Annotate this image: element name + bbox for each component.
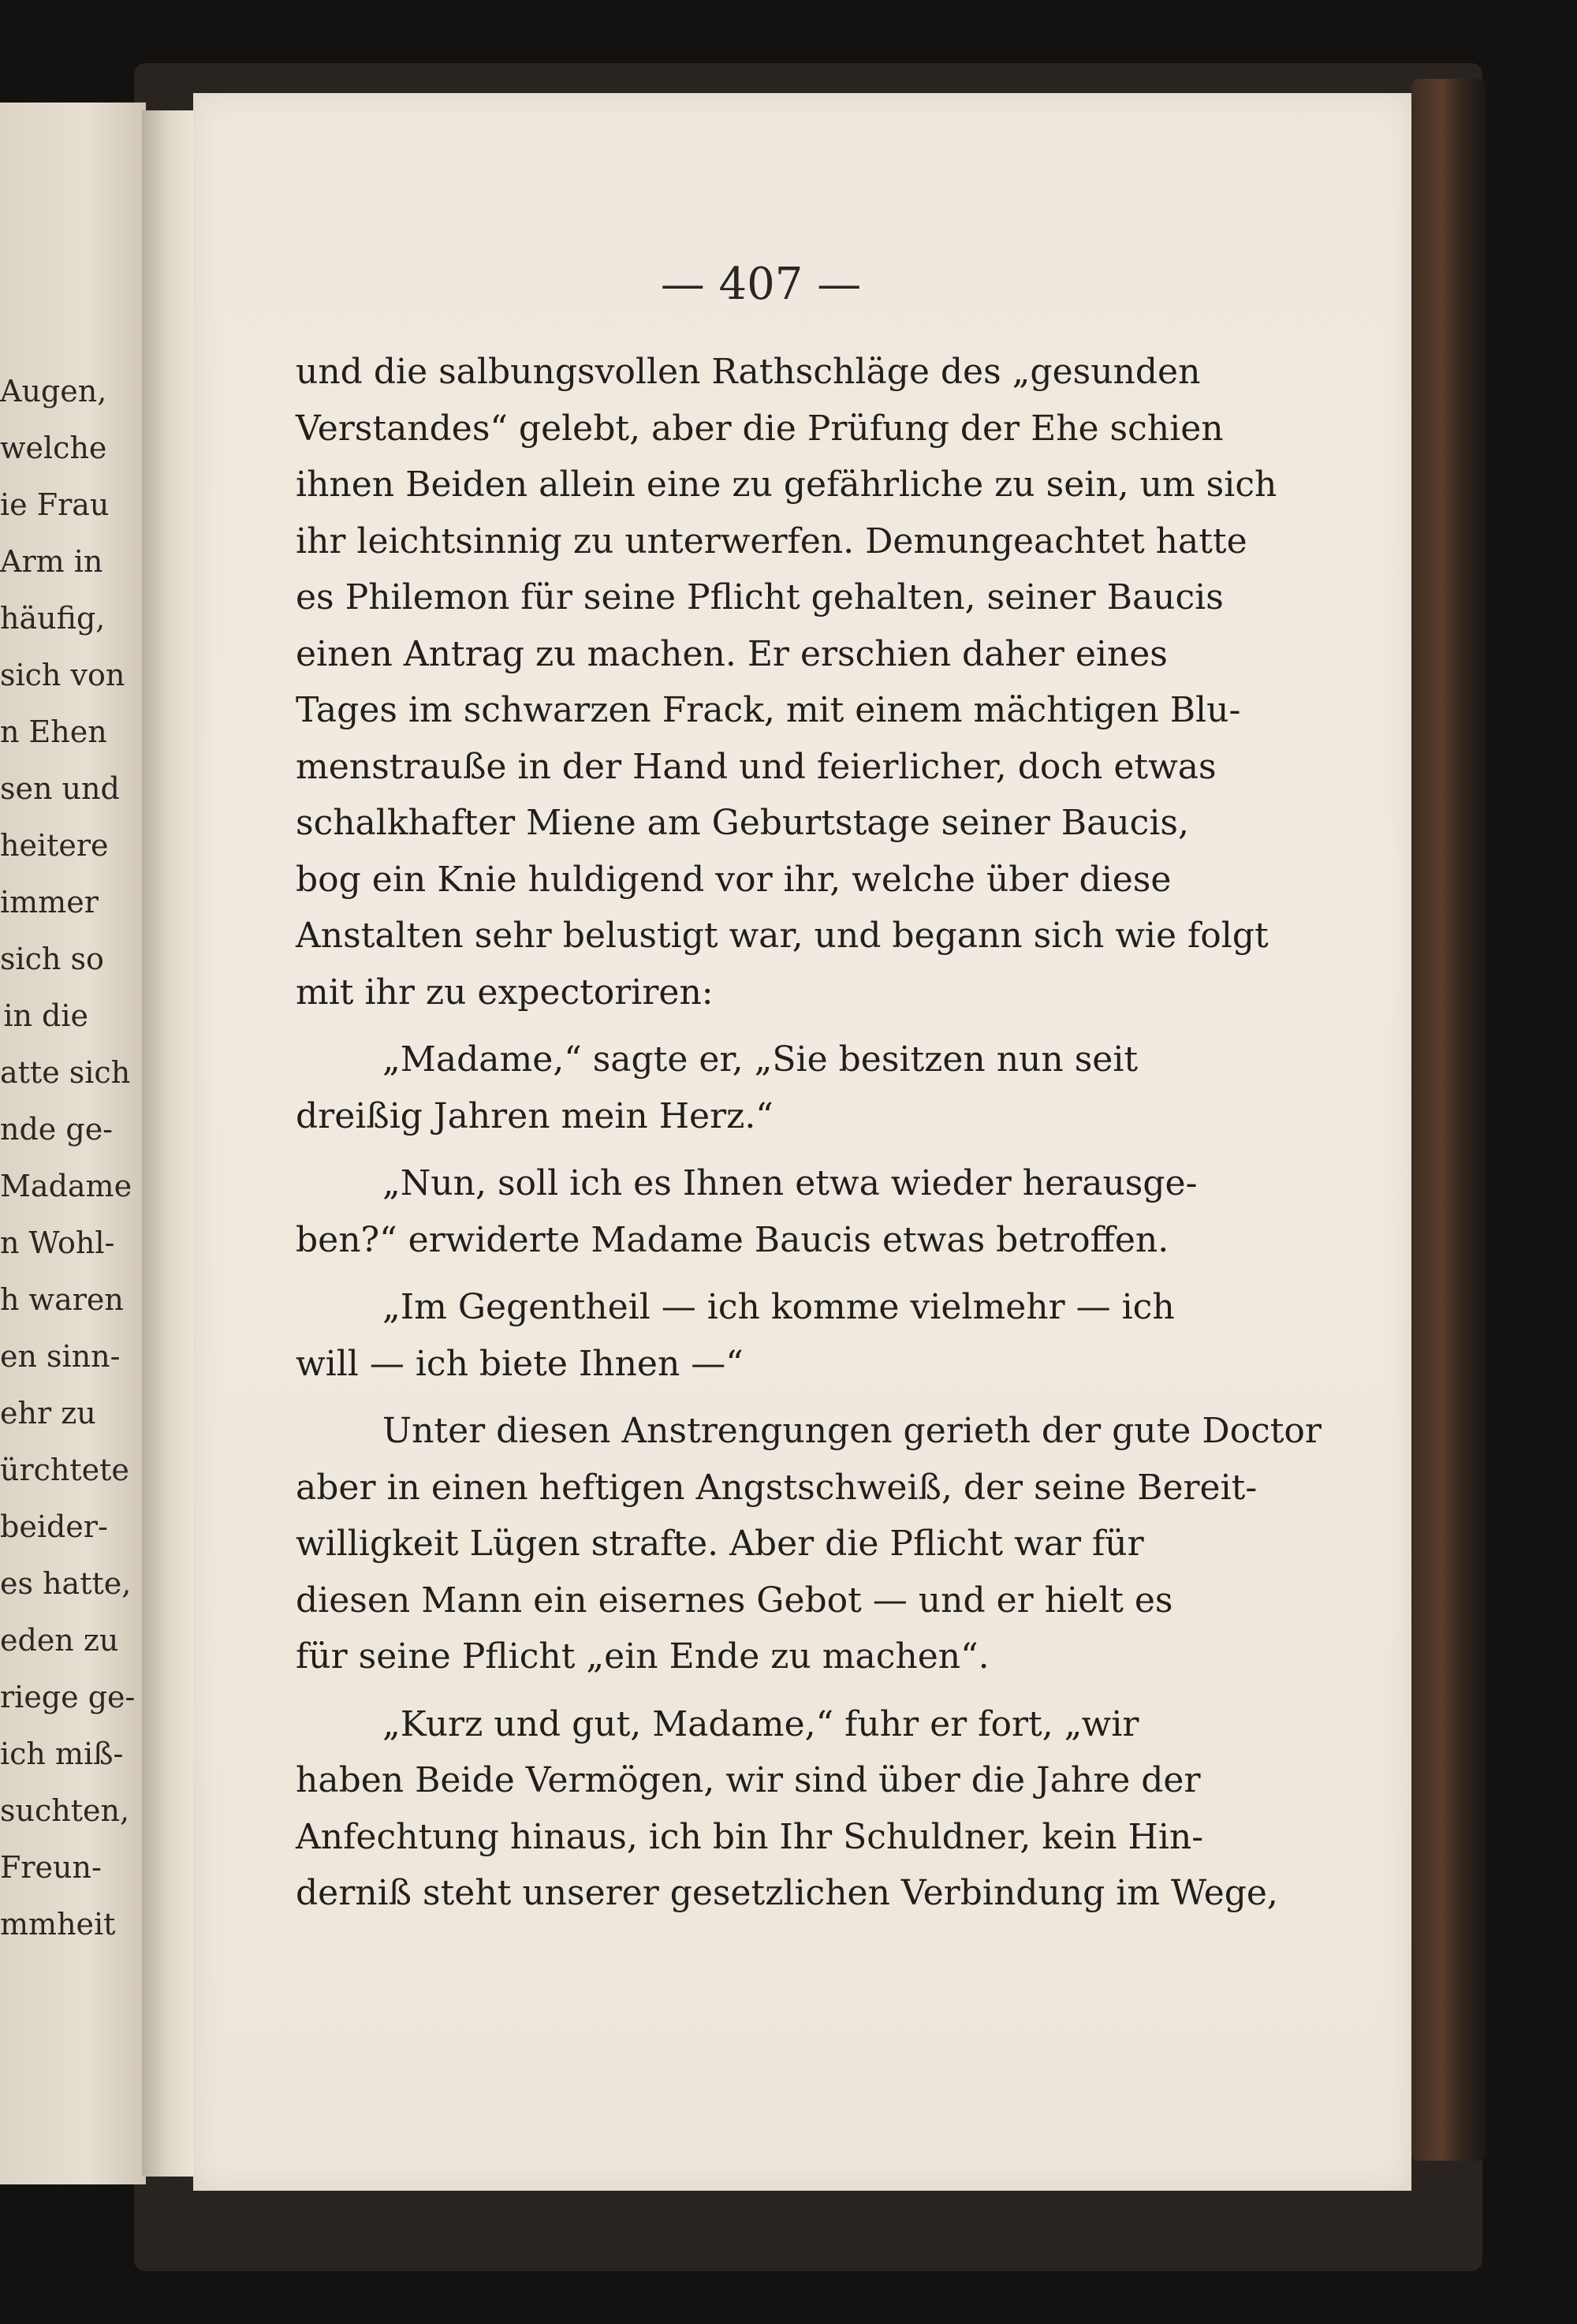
text-line: „Im Gegentheil — ich komme vielmehr — ich (382, 1287, 1175, 1327)
text-line: aber in einen heftigen Angstschweiß, der seine Bereit- (296, 1467, 1258, 1508)
text-line: „Madame,“ sagte er, „Sie besitzen nun seit (382, 1039, 1139, 1080)
text-line: Anfechtung hinaus, ich bin Ihr Schuldner, kein Hin- (296, 1816, 1204, 1857)
text-line: mit ihr zu expectoriren: (296, 972, 714, 1013)
text-line: dreißig Jahren mein Herz.“ (296, 1095, 774, 1136)
facing-line: beider- (0, 1509, 108, 1544)
facing-line: welche (0, 431, 107, 465)
text-line: es Philemon für seine Pflicht gehalten, seiner Baucis (296, 577, 1224, 617)
facing-line: Augen, (0, 374, 107, 408)
text-line: menstrauße in der Hand und feierlicher, doch etwas (296, 746, 1217, 787)
text-line: „Kurz und gut, Madame,“ fuhr er fort, „wir (382, 1703, 1139, 1744)
facing-line: h waren (0, 1282, 124, 1317)
facing-line: n Ehen (0, 714, 107, 749)
facing-line: ich miß- (0, 1736, 124, 1771)
text-line: einen Antrag zu machen. Er erschien daher eines (296, 633, 1168, 674)
facing-line: häufig, (0, 601, 106, 636)
facing-line: ie Frau (0, 487, 110, 522)
facing-line: n Wohl- (0, 1225, 115, 1260)
paragraph-gap (296, 1685, 1435, 1696)
text-line: schalkhafter Miene am Geburtstage seiner Baucis, (296, 803, 1189, 843)
facing-line: sen und (0, 771, 120, 806)
paragraph-gap (296, 1268, 1435, 1279)
facing-line: eden zu (0, 1623, 119, 1658)
text-line: Unter diesen Anstrengungen gerieth der gute Doctor (382, 1411, 1322, 1451)
facing-line: sich von (0, 658, 125, 692)
text-line: diesen Mann ein eisernes Gebot — und er hielt es (296, 1580, 1173, 1621)
facing-line: nde ge- (0, 1112, 114, 1147)
text-line: haben Beide Vermögen, wir sind über die Jahre der (296, 1760, 1201, 1800)
facing-line: Madame (0, 1169, 132, 1203)
facing-line: Freun- (0, 1850, 102, 1885)
text-line: für seine Pflicht „ein Ende zu machen“. (296, 1636, 990, 1677)
text-line: Anstalten sehr belustigt war, und begann sich wie folgt (296, 916, 1269, 956)
paragraph-gap (296, 1020, 1435, 1031)
text-line: Tages im schwarzen Frack, mit einem mächtigen Blu- (296, 690, 1241, 730)
facing-line: in die (3, 998, 88, 1033)
text-line: will — ich biete Ihnen —“ (296, 1343, 744, 1384)
facing-line: sich so (0, 942, 104, 976)
paragraph-gap (296, 1392, 1435, 1403)
page-number: — 407 — (660, 259, 862, 310)
page-text (296, 344, 1435, 1922)
facing-line: heitere (0, 828, 109, 863)
text-line: „Nun, soll ich es Ihnen etwa wieder herausge- (382, 1163, 1198, 1203)
facing-line: es hatte, (0, 1566, 132, 1601)
facing-line: atte sich (0, 1055, 131, 1090)
facing-page-text (0, 363, 136, 1953)
facing-line: ehr zu (0, 1396, 96, 1431)
text-line: bog ein Knie huldigend vor ihr, welche über diese (296, 859, 1172, 900)
facing-line: ürchtete (0, 1453, 129, 1487)
text-line: Verstandes“ gelebt, aber die Prüfung der Ehe schien (296, 408, 1224, 449)
page-gutter (142, 110, 197, 2177)
facing-line: immer (0, 885, 99, 920)
facing-page (0, 103, 146, 2184)
paragraph-gap (296, 1144, 1435, 1155)
text-line: ihr leichtsinnig zu unterwerfen. Demungeachtet hatte (296, 520, 1247, 561)
text-line: derniß steht unserer gesetzlichen Verbindung im Wege, (296, 1873, 1278, 1913)
book-page (193, 93, 1411, 2191)
text-line: ben?“ erwiderte Madame Baucis etwas betroffen. (296, 1219, 1169, 1260)
text-line: ihnen Beiden allein eine zu gefährliche zu sein, um sich (296, 464, 1277, 505)
facing-line: en sinn- (0, 1339, 121, 1374)
facing-line: mmheit (0, 1907, 116, 1942)
text-line: willigkeit Lügen strafte. Aber die Pflicht war für (296, 1524, 1144, 1564)
facing-line: Arm in (0, 544, 103, 579)
facing-line: riege ge- (0, 1680, 136, 1714)
facing-line: suchten, (0, 1793, 130, 1828)
text-line: und die salbungsvollen Rathschläge des „gesunden (296, 352, 1201, 392)
